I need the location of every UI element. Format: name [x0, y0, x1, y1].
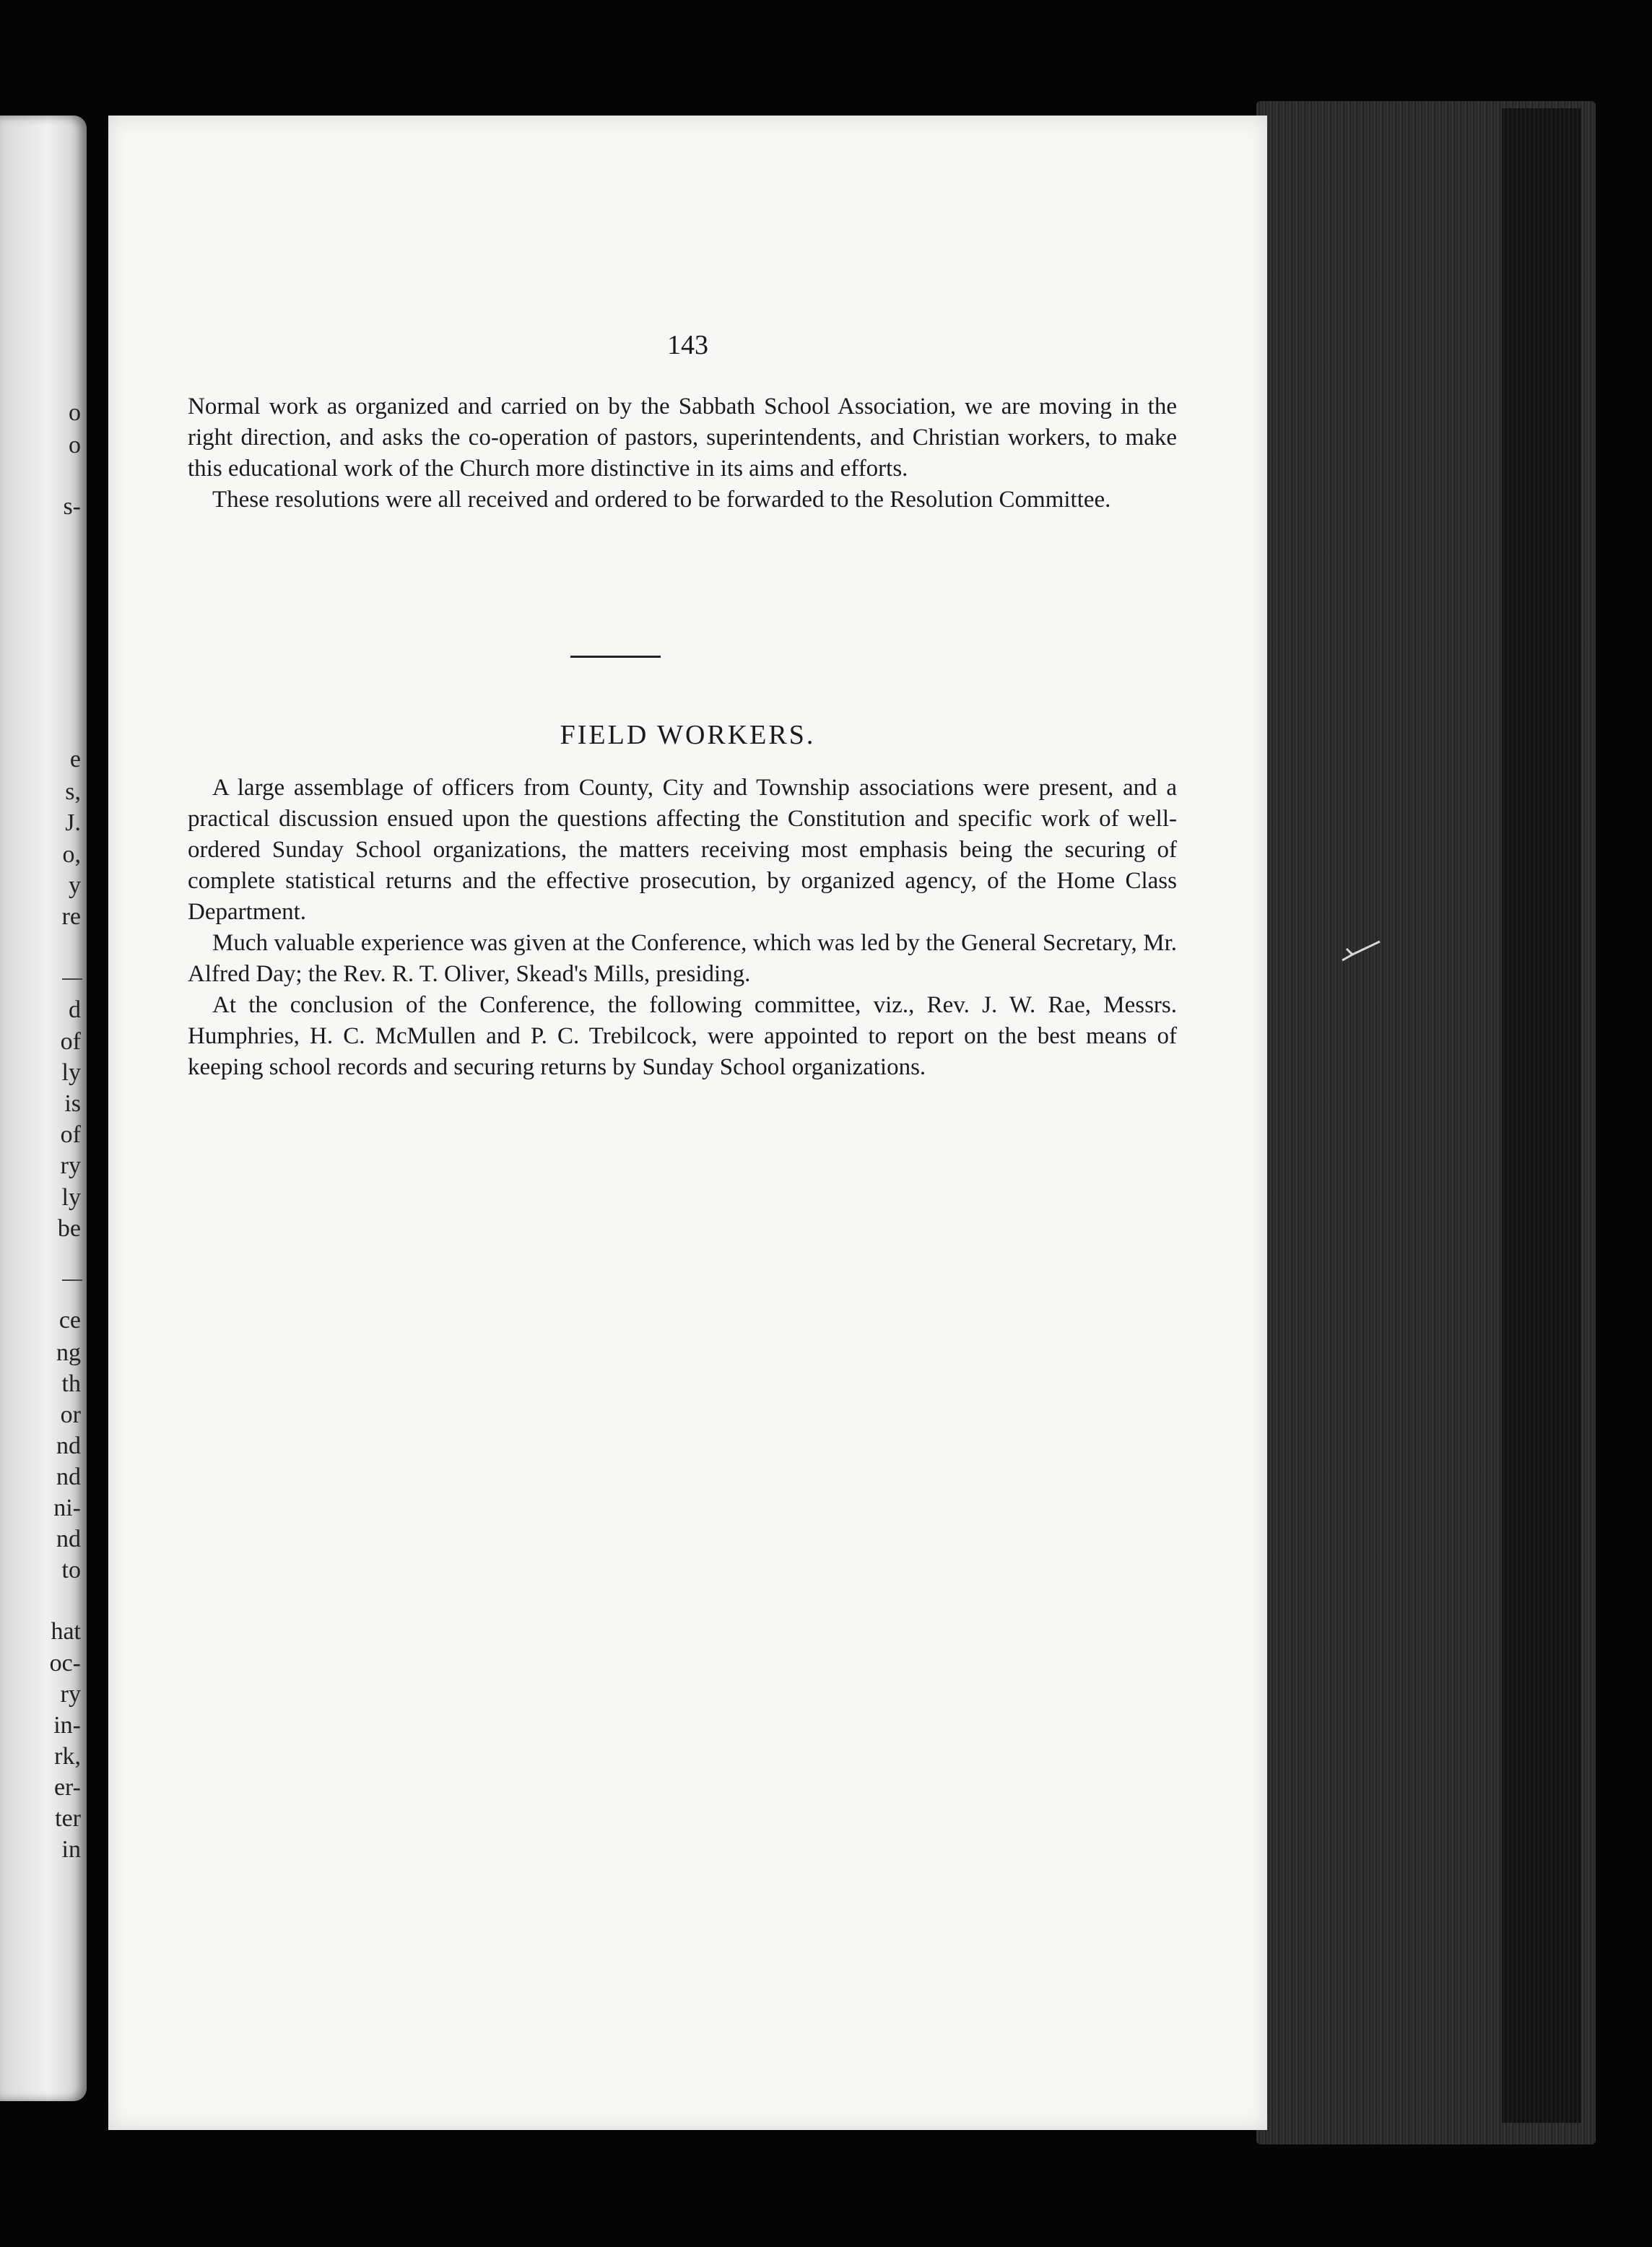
book-page	[108, 116, 1267, 2130]
left-page-fragment: ly	[61, 1059, 81, 1086]
section-title: FIELD WORKERS.	[560, 720, 816, 750]
left-page-fragment: ly	[61, 1184, 81, 1211]
left-page-rule	[62, 978, 82, 980]
left-page-fragment: e	[69, 746, 81, 773]
committee-paragraph: At the conclusion of the Conference, the following committee, viz., Rev. J. W. Rae, Messrs. Humphries, H. C. McMullen and P. C. Trebilcock, were appointed to report on the best means of keeping school records and securing returns by Sunday School organizations.	[188, 992, 1177, 1080]
left-page-fragment: in	[61, 1836, 81, 1863]
field-workers-paragraph: A large assemblage of officers from County, City and Township associations were present, and a practical discussion ensued upon the questions affecting the Constitution and specific work of well-ordered Sunday School organizations, the matters receiving most emphasis being the securing of complete statistical returns and the effective prosecution, by organized agency, of the Home Class Department.	[188, 775, 1177, 925]
left-page-fragment: s-	[63, 493, 81, 520]
resolutions-paragraph: These resolutions were all received and ordered to be forwarded to the Resolution Committee.	[212, 487, 1111, 513]
left-page-fragment: ry	[60, 1681, 81, 1708]
left-page-rule	[62, 1279, 82, 1281]
left-page-fragment: nd	[56, 1464, 81, 1490]
section-divider	[570, 656, 661, 658]
left-page-fragment: of	[60, 1121, 81, 1148]
pencil-mark-icon	[1339, 939, 1383, 968]
left-page-fragment: is	[64, 1090, 81, 1117]
left-page-fragment: ng	[56, 1339, 81, 1366]
book-cover-edge	[1502, 108, 1581, 2123]
field-workers-text	[188, 773, 1177, 1083]
left-page-fragment: rk,	[54, 1743, 81, 1770]
left-page-fragment: y	[69, 872, 81, 899]
left-page-fragment: J.	[65, 809, 81, 836]
left-page-fragment: s,	[65, 778, 81, 805]
left-page-fragment: er-	[53, 1774, 81, 1801]
left-page-fragment: of	[60, 1028, 81, 1055]
left-page-fragment: in-	[53, 1712, 81, 1739]
left-page-fragment: d	[69, 996, 81, 1023]
left-page-fragment: oc-	[49, 1650, 81, 1677]
left-page-fragment: o,	[62, 841, 81, 868]
continuation-text	[188, 391, 1177, 516]
page-number: 143	[667, 330, 708, 360]
left-page-fragment: nd	[56, 1433, 81, 1459]
left-page-fragment: th	[61, 1370, 81, 1397]
left-page-fragment: re	[61, 903, 81, 930]
left-page-fragment: hat	[51, 1618, 81, 1645]
left-page-fragment: be	[57, 1215, 81, 1242]
left-facing-page	[0, 116, 87, 2101]
left-page-fragment: ry	[60, 1152, 81, 1179]
left-page-fragment: nd	[56, 1526, 81, 1552]
conference-paragraph: Much valuable experience was given at the Conference, which was led by the General Secretary, Mr. Alfred Day; the Rev. R. T. Oliver, Skead's Mills, presiding.	[188, 930, 1177, 987]
left-page-fragment: ni-	[53, 1495, 81, 1521]
left-page-fragment: o	[69, 399, 81, 426]
left-page-fragment: ce	[58, 1307, 81, 1334]
left-page-fragment: o	[69, 432, 81, 458]
continuation-paragraph: Normal work as organized and carried on by the Sabbath School Association, we are moving in the right direction, and asks the co-operation of pastors, superintendents, and Christian workers, to make this educational work of the Church more distinctive in its aims and efforts.	[188, 394, 1177, 482]
left-page-fragment: to	[61, 1557, 81, 1583]
left-page-fragment: ter	[55, 1805, 81, 1832]
left-page-fragment: or	[60, 1401, 81, 1428]
